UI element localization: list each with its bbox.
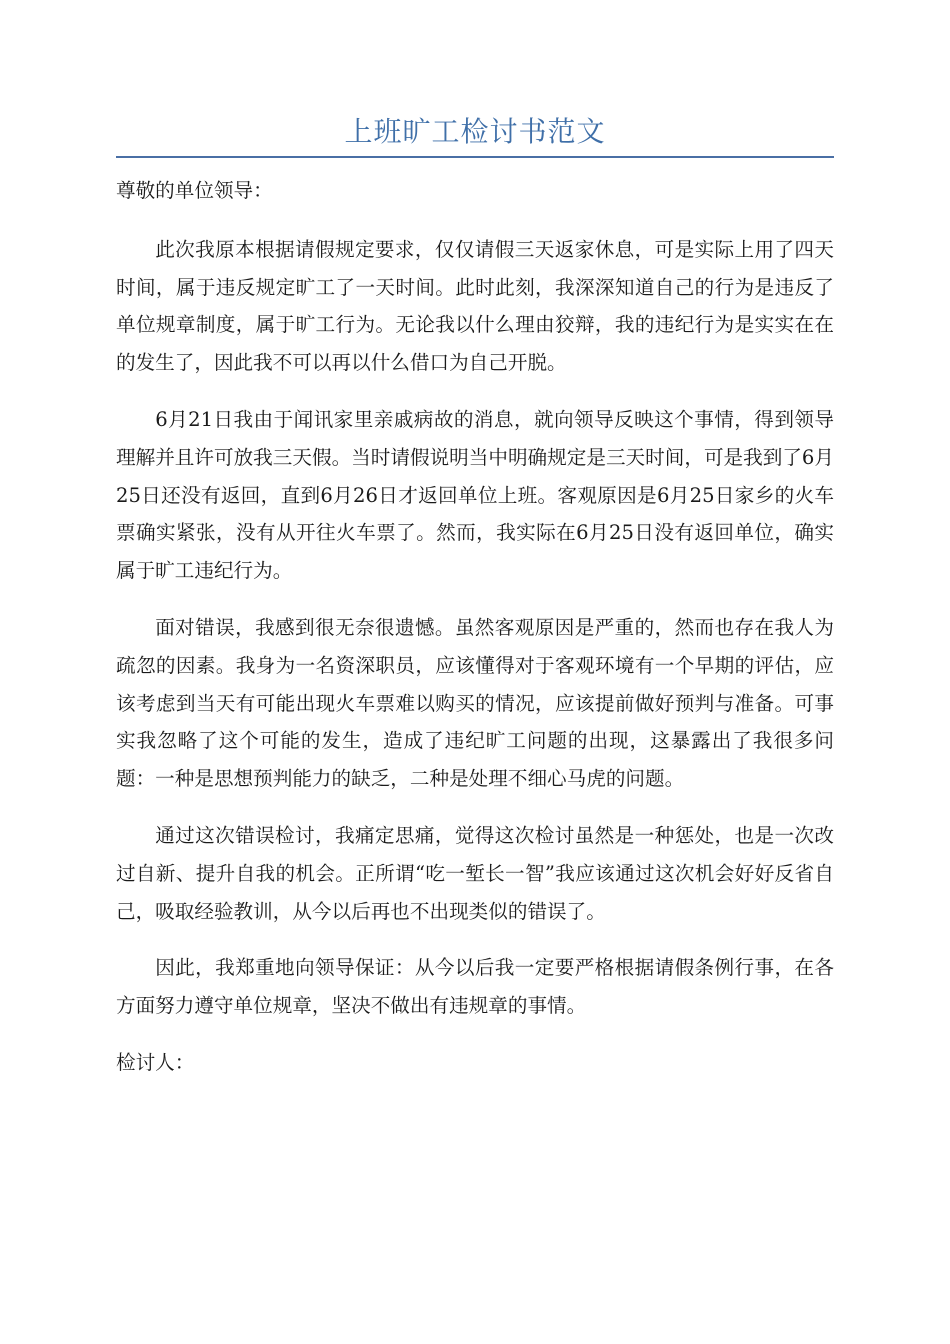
paragraph: 因此，我郑重地向领导保证：从今以后我一定要严格根据请假条例行事，在各方面努力遵守单位规章，坚决不做出有违规章的事情。 bbox=[116, 956, 834, 1018]
paragraph: 面对错误，我感到很无奈很遗憾。虽然客观原因是严重的，然而也存在我人为疏忽的因素。我身为一名资深职员，应该懂得对于客观环境有一个早期的评估，应该考虑到当天有可能出现火车票难以购买的情况，应该提前做好预判与准备。可事实我忽略了这个可能的发生，造成了违纪旷工问题的出现，这暴露出了我很多问题：一种是思想预判能力的缺乏，二种是处理不细心马虎的问题。 bbox=[116, 615, 834, 791]
paragraph: 通过这次错误检讨，我痛定思痛，觉得这次检讨虽然是一种惩处，也是一次改过自新、提升自我的机会。正所谓“吃一堑长一智”我应该通过这次机会好好反省自己，吸取经验教训，从今以后再也不出现类似的错误了。 bbox=[116, 823, 834, 923]
salutation: 尊敬的单位领导： bbox=[116, 179, 273, 202]
paragraph: 6月21日我由于闻讯家里亲戚病故的消息，就向领导反映这个事情，得到领导理解并且许可放我三天假。当时请假说明当中明确规定是三天时间，可是我到了6月25日还没有返回，直到6月26日才返回单位上班。客观原因是6月25日家乡的火车票确实紧张，没有从开往火车票了。然而，我实际在6月25日没有返回单位，确实属于旷工违纪行为。 bbox=[116, 407, 834, 583]
title-block bbox=[116, 112, 834, 158]
document-body bbox=[116, 172, 834, 1082]
signature-label: 检讨人： bbox=[116, 1050, 195, 1074]
paragraph: 此次我原本根据请假规定要求，仅仅请假三天返家休息，可是实际上用了四天时间，属于违反规定旷工了一天时间。此时此刻，我深深知道自己的行为是违反了单位规章制度，属于旷工行为。无论我以什么理由狡辩，我的违纪行为是实实在在的发生了，因此我不可以再以什么借口为自己开脱。 bbox=[116, 237, 834, 375]
document-title: 上班旷工检讨书范文 bbox=[344, 115, 606, 148]
